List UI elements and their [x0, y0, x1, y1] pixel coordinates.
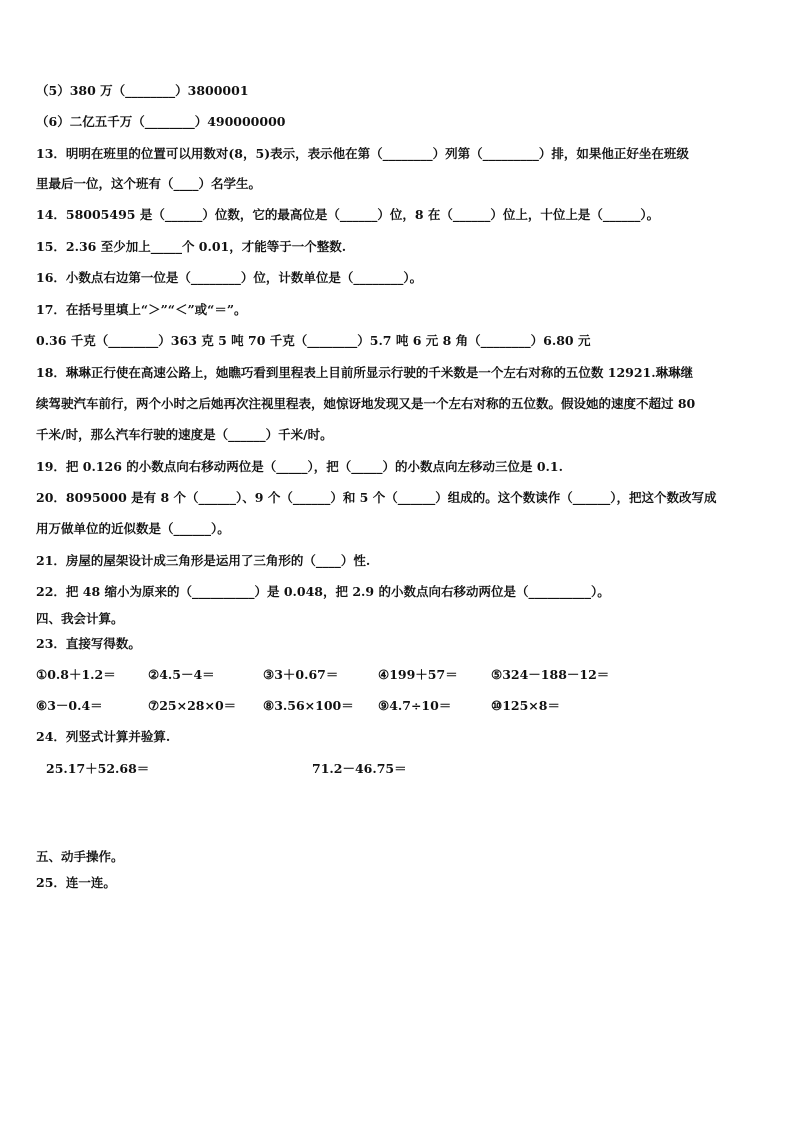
- question-16: 16．小数点右边第一位是（________）位，计数单位是（________）。: [36, 270, 423, 285]
- calc-item: ⑤324－188－12＝: [491, 667, 610, 682]
- question-18-line-3: 千米/时，那么汽车行驶的速度是（______）千米/时。: [36, 427, 333, 442]
- question-25: 25．连一连。: [36, 875, 116, 890]
- item-6: （6）二亿五千万（________）490000000: [36, 114, 286, 129]
- calc-item: ④199＋57＝: [378, 667, 458, 682]
- question-20-line-1: 20．8095000 是有 8 个（______）、9 个（______）和 5 个（______）组成的。这个数读作（______），把这个数改写成: [36, 490, 717, 505]
- question-24: 24．列竖式计算并验算.: [36, 729, 171, 744]
- item-5: （5）380 万（________）3800001: [36, 83, 249, 98]
- section-4-heading: 四、我会计算。: [36, 611, 124, 626]
- question-13-line-2: 里最后一位，这个班有（____）名学生。: [36, 176, 262, 191]
- vertical-calc-item: 25.17＋52.68＝: [46, 761, 150, 776]
- question-18-line-1: 18．琳琳正行使在高速公路上，她瞧巧看到里程表上目前所显示行驶的千米数是一个左右对称的五位数 12921.琳琳继: [36, 365, 694, 380]
- calc-item: ③3＋0.67＝: [263, 667, 339, 682]
- calc-item: ①0.8＋1.2＝: [36, 667, 116, 682]
- question-17-items: 0.36 千克（________）363 克 5 吨 70 千克（________）5.7 吨 6 元 8 角（________）6.80 元: [36, 333, 591, 348]
- calc-item: ②4.5－4＝: [148, 667, 215, 682]
- question-13-line-1: 13．明明在班里的位置可以用数对(8，5)表示，表示他在第（________）列第（_________）排，如果他正好坐在班级: [36, 146, 689, 161]
- calc-item: ⑩125×8＝: [491, 698, 560, 713]
- question-22: 22．把 48 缩小为原来的（__________）是 0.048，把 2.9 的小数点向右移动两位是（__________）。: [36, 584, 610, 599]
- calc-item: ⑥3－0.4＝: [36, 698, 103, 713]
- calc-item: ⑧3.56×100＝: [263, 698, 354, 713]
- question-17: 17．在括号里填上“＞”“＜”或“＝”。: [36, 302, 247, 317]
- question-21: 21．房屋的屋架设计成三角形是运用了三角形的（____）性.: [36, 553, 371, 568]
- section-5-heading: 五、动手操作。: [36, 849, 124, 864]
- question-18-line-2: 续驾驶汽车前行，两个小时之后她再次注视里程表，她惊讶地发现又是一个左右对称的五位数。假设她的速度不超过 80: [36, 396, 696, 411]
- calc-item: ⑦25×28×0＝: [148, 698, 237, 713]
- question-20-line-2: 用万做单位的近似数是（______）。: [36, 521, 230, 536]
- question-14: 14．58005495 是（______）位数，它的最高位是（______）位，8 在（______）位上，十位上是（______）。: [36, 207, 660, 222]
- vertical-calc-item: 71.2－46.75＝: [312, 761, 407, 776]
- question-23: 23．直接写得数。: [36, 636, 141, 651]
- calc-item: ⑨4.7÷10＝: [378, 698, 452, 713]
- question-15: 15．2.36 至少加上_____个 0.01，才能等于一个整数.: [36, 239, 347, 254]
- question-19: 19．把 0.126 的小数点向右移动两位是（_____），把（_____）的小数点向左移动三位是 0.1.: [36, 459, 563, 474]
